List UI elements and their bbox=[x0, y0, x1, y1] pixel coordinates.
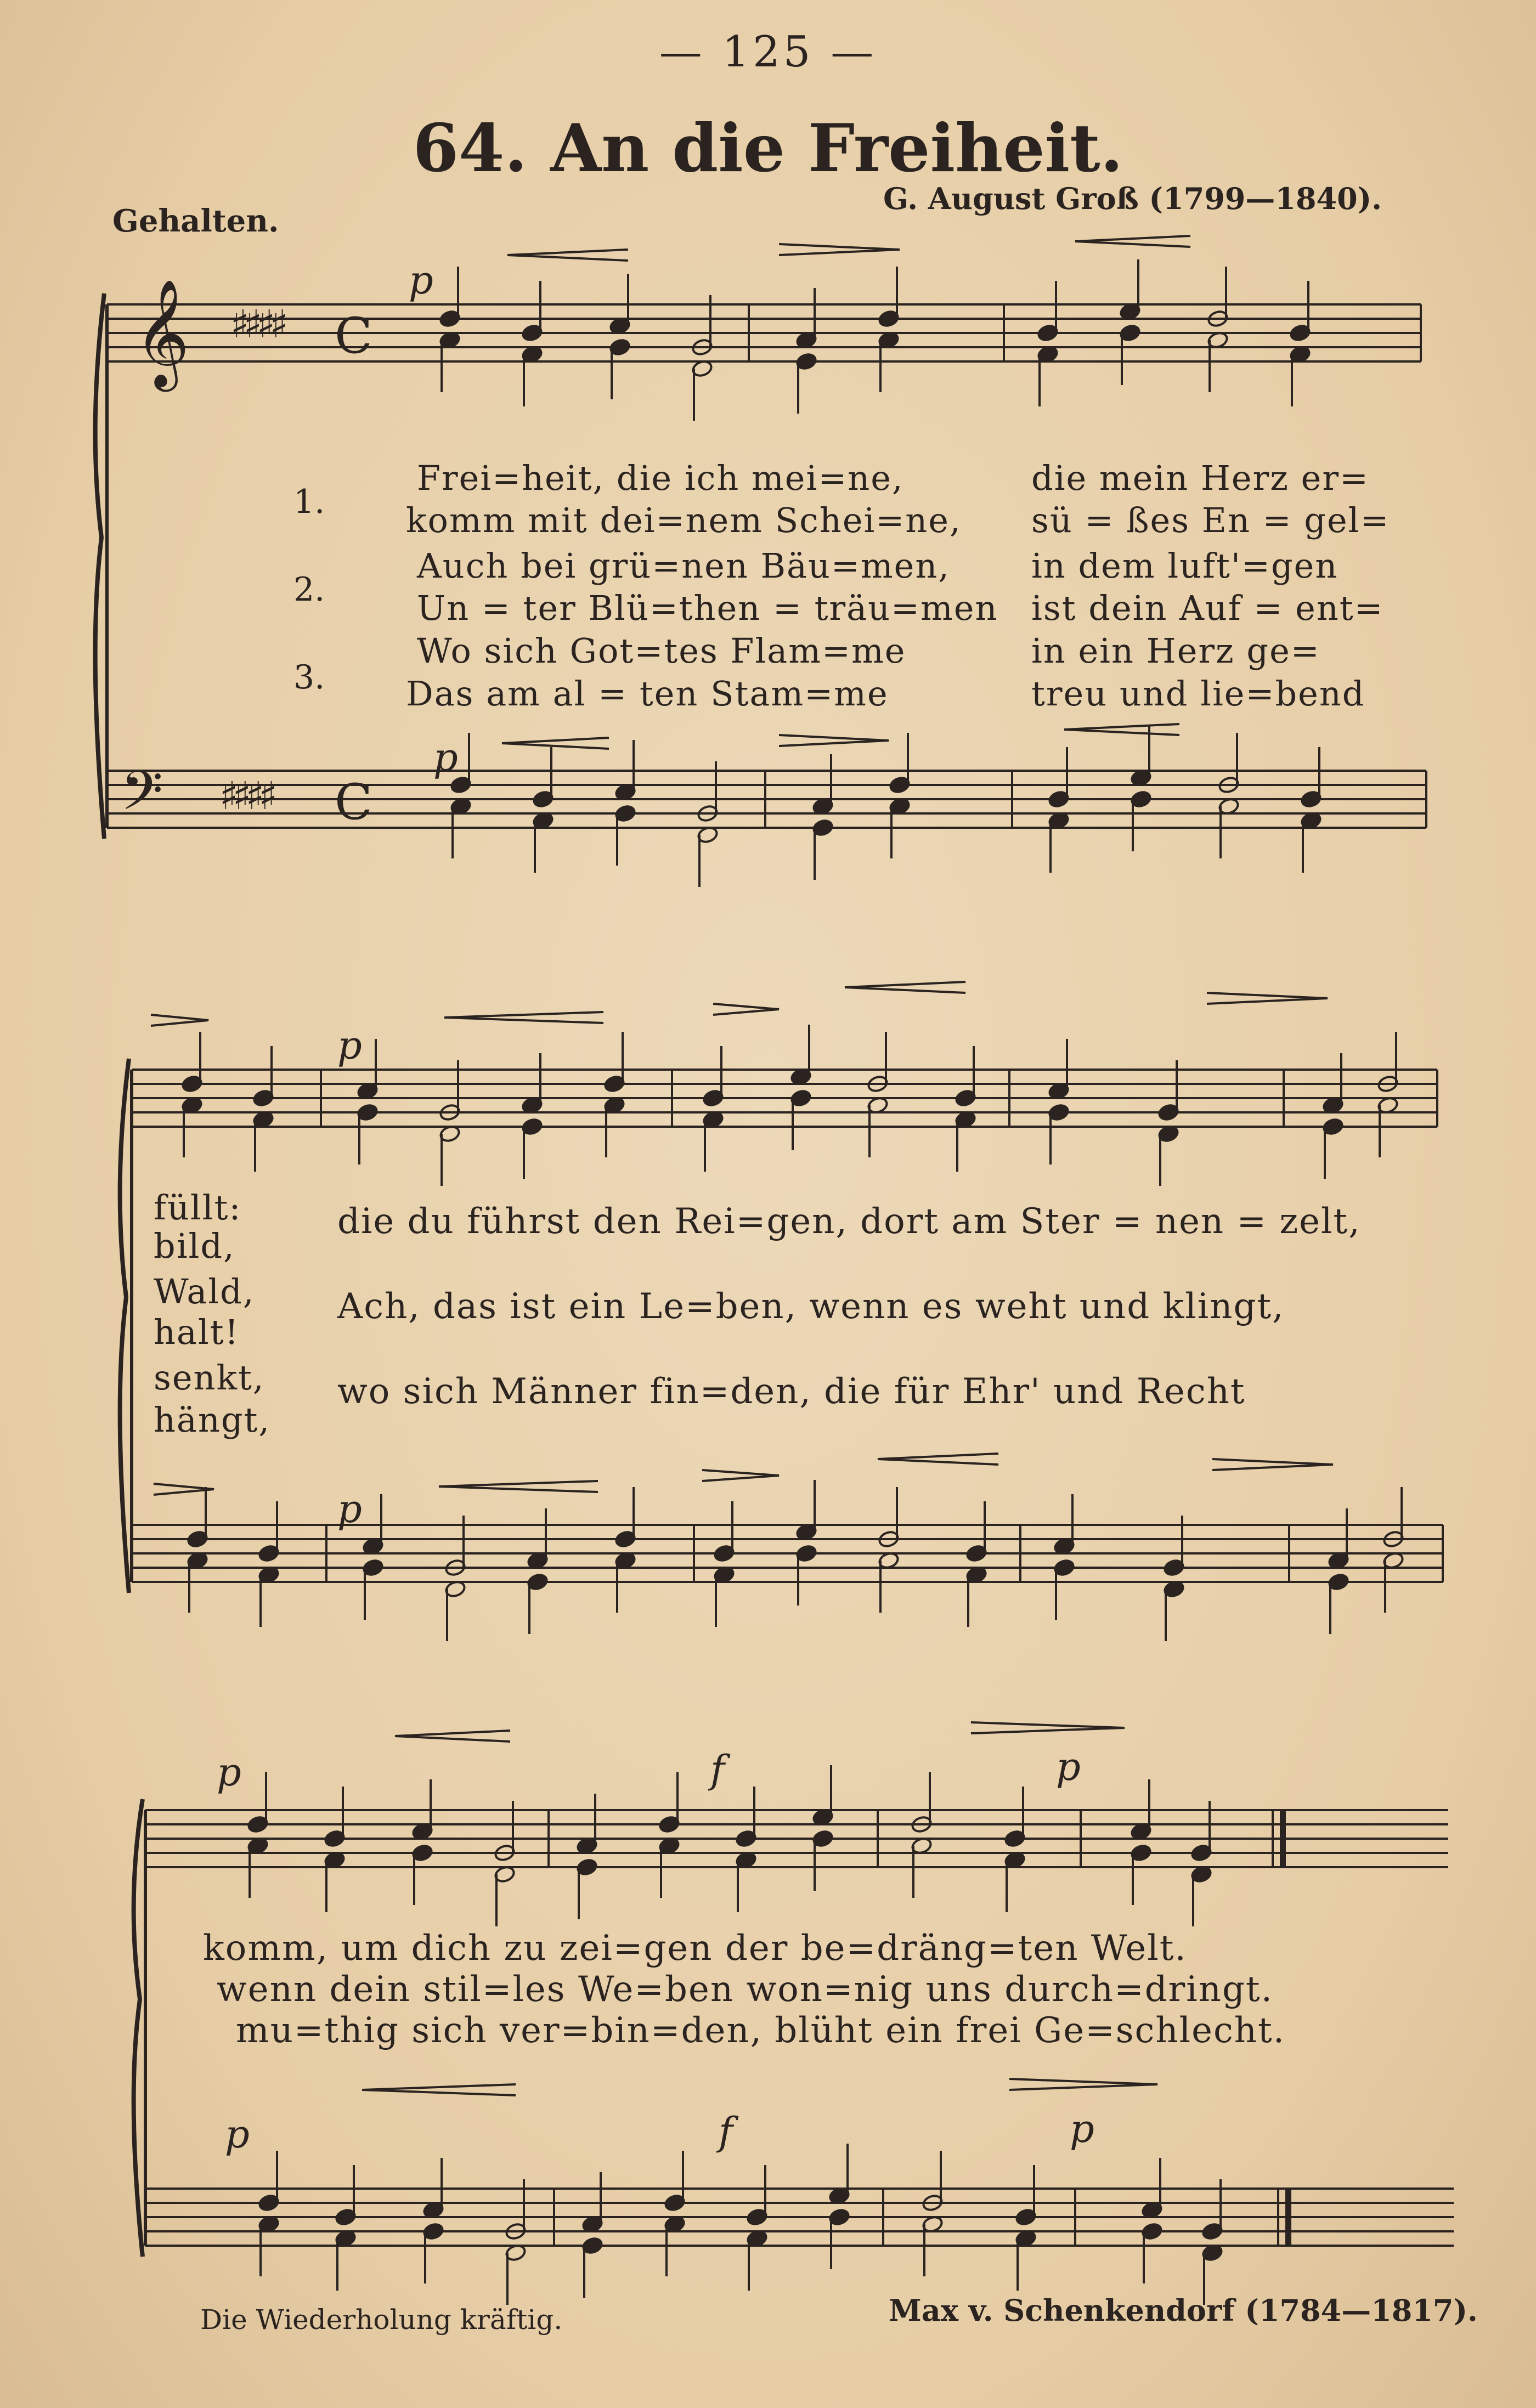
lyric-line: wo sich Männer fin=den, die für Ehr' und Recht bbox=[337, 1371, 1246, 1412]
common-time: C bbox=[335, 307, 372, 365]
forte-marking: f bbox=[719, 2109, 733, 2154]
crescendo-hairpin bbox=[395, 1731, 510, 1742]
crescendo-hairpin bbox=[1064, 724, 1179, 735]
lyric-line: sü = ßes En = gel= bbox=[1031, 500, 1390, 540]
crescendo-hairpin bbox=[362, 2084, 516, 2095]
lyric-line: Auch bei grü=nen Bäu=men, bbox=[417, 546, 950, 586]
decrescendo-hairpin bbox=[151, 1015, 208, 1026]
verse-number: 1. bbox=[293, 483, 325, 521]
system-brace bbox=[120, 1059, 129, 1593]
piano-marking: p bbox=[337, 1023, 362, 1068]
lyric-line: mu=thig sich ver=bin=den, blüht ein frei Ge=schlecht. bbox=[236, 2010, 1286, 2051]
lyric-line: in ein Herz ge= bbox=[1031, 631, 1320, 671]
lyric-line: treu und lie=bend bbox=[1031, 674, 1365, 714]
lyric-line-end: hängt, bbox=[154, 1400, 271, 1440]
verse-number: 2. bbox=[293, 570, 325, 609]
common-time: C bbox=[335, 773, 372, 831]
crescendo-hairpin bbox=[507, 250, 628, 261]
lyric-line: Ach, das ist ein Le=ben, wenn es weht und klingt, bbox=[337, 1286, 1285, 1327]
tempo-marking: Gehalten. bbox=[112, 203, 279, 239]
piano-marking: p bbox=[225, 2112, 250, 2157]
lyric-line: die mein Herz er= bbox=[1031, 458, 1369, 498]
decrescendo-hairpin bbox=[1207, 993, 1328, 1004]
composer-credit: G. August Groß (1799—1840). bbox=[883, 181, 1382, 216]
lyric-line: komm, um dich zu zei=gen der be=dräng=ten Welt. bbox=[203, 1928, 1187, 1969]
crescendo-hairpin bbox=[439, 1481, 598, 1492]
piano-marking: p bbox=[409, 258, 433, 303]
lyric-line: in dem luft'=gen bbox=[1031, 546, 1339, 586]
piano-marking: p bbox=[1070, 2106, 1094, 2151]
poet-credit: Max v. Schenkendorf (1784—1817). bbox=[889, 2293, 1478, 2328]
song-title: 64. An die Freiheit. bbox=[413, 110, 1123, 187]
crescendo-hairpin bbox=[1075, 236, 1190, 247]
lyric-line-end: senkt, bbox=[154, 1358, 265, 1398]
decrescendo-hairpin bbox=[779, 735, 889, 746]
lyric-line: Un = ter Blü=then = träu=men bbox=[417, 588, 998, 628]
crescendo-hairpin bbox=[878, 1454, 998, 1465]
key-signature: ♯♯♯♯ bbox=[230, 302, 283, 347]
crescendo-hairpin bbox=[444, 1012, 603, 1023]
forte-marking: f bbox=[710, 1747, 725, 1792]
piano-marking: p bbox=[433, 735, 458, 780]
bass-clef-icon: 𝄢 bbox=[121, 760, 163, 836]
piano-marking: p bbox=[337, 1486, 362, 1531]
decrescendo-hairpin bbox=[779, 244, 900, 255]
page-number: — 125 — bbox=[659, 27, 877, 77]
piano-marking: p bbox=[1056, 1744, 1081, 1789]
decrescendo-hairpin bbox=[713, 1004, 779, 1015]
lyric-line: Wo sich Got=tes Flam=me bbox=[417, 631, 906, 671]
decrescendo-hairpin bbox=[1009, 2079, 1157, 2090]
decrescendo-hairpin bbox=[1212, 1459, 1333, 1470]
performance-note: Die Wiederholung kräftig. bbox=[200, 2304, 563, 2336]
lyric-line: ist dein Auf = ent= bbox=[1031, 588, 1384, 628]
lyric-line: komm mit dei=nem Schei=ne, bbox=[406, 500, 962, 540]
treble-clef-icon: 𝄞 bbox=[134, 279, 190, 387]
lyric-line-end: bild, bbox=[154, 1226, 235, 1266]
lyric-line-end: füllt: bbox=[154, 1188, 242, 1228]
key-signature: ♯♯♯♯ bbox=[219, 773, 272, 818]
crescendo-hairpin bbox=[845, 982, 965, 993]
lyric-line-end: halt! bbox=[154, 1312, 240, 1352]
crescendo-hairpin bbox=[502, 738, 609, 749]
piano-marking: p bbox=[217, 1750, 241, 1795]
verse-number: 3. bbox=[293, 658, 325, 697]
system-brace bbox=[95, 293, 104, 839]
lyric-line-end: Wald, bbox=[154, 1271, 255, 1312]
lyric-line: die du führst den Rei=gen, dort am Ster = nen = zelt, bbox=[337, 1201, 1361, 1242]
lyric-line: wenn dein stil=les We=ben won=nig uns durch=dringt. bbox=[217, 1969, 1273, 2010]
lyric-line: Das am al = ten Stam=me bbox=[406, 674, 889, 714]
lyric-line: Frei=heit, die ich mei=ne, bbox=[417, 458, 904, 498]
decrescendo-hairpin bbox=[971, 1722, 1125, 1733]
system-brace bbox=[134, 1799, 143, 2257]
decrescendo-hairpin bbox=[702, 1470, 779, 1481]
